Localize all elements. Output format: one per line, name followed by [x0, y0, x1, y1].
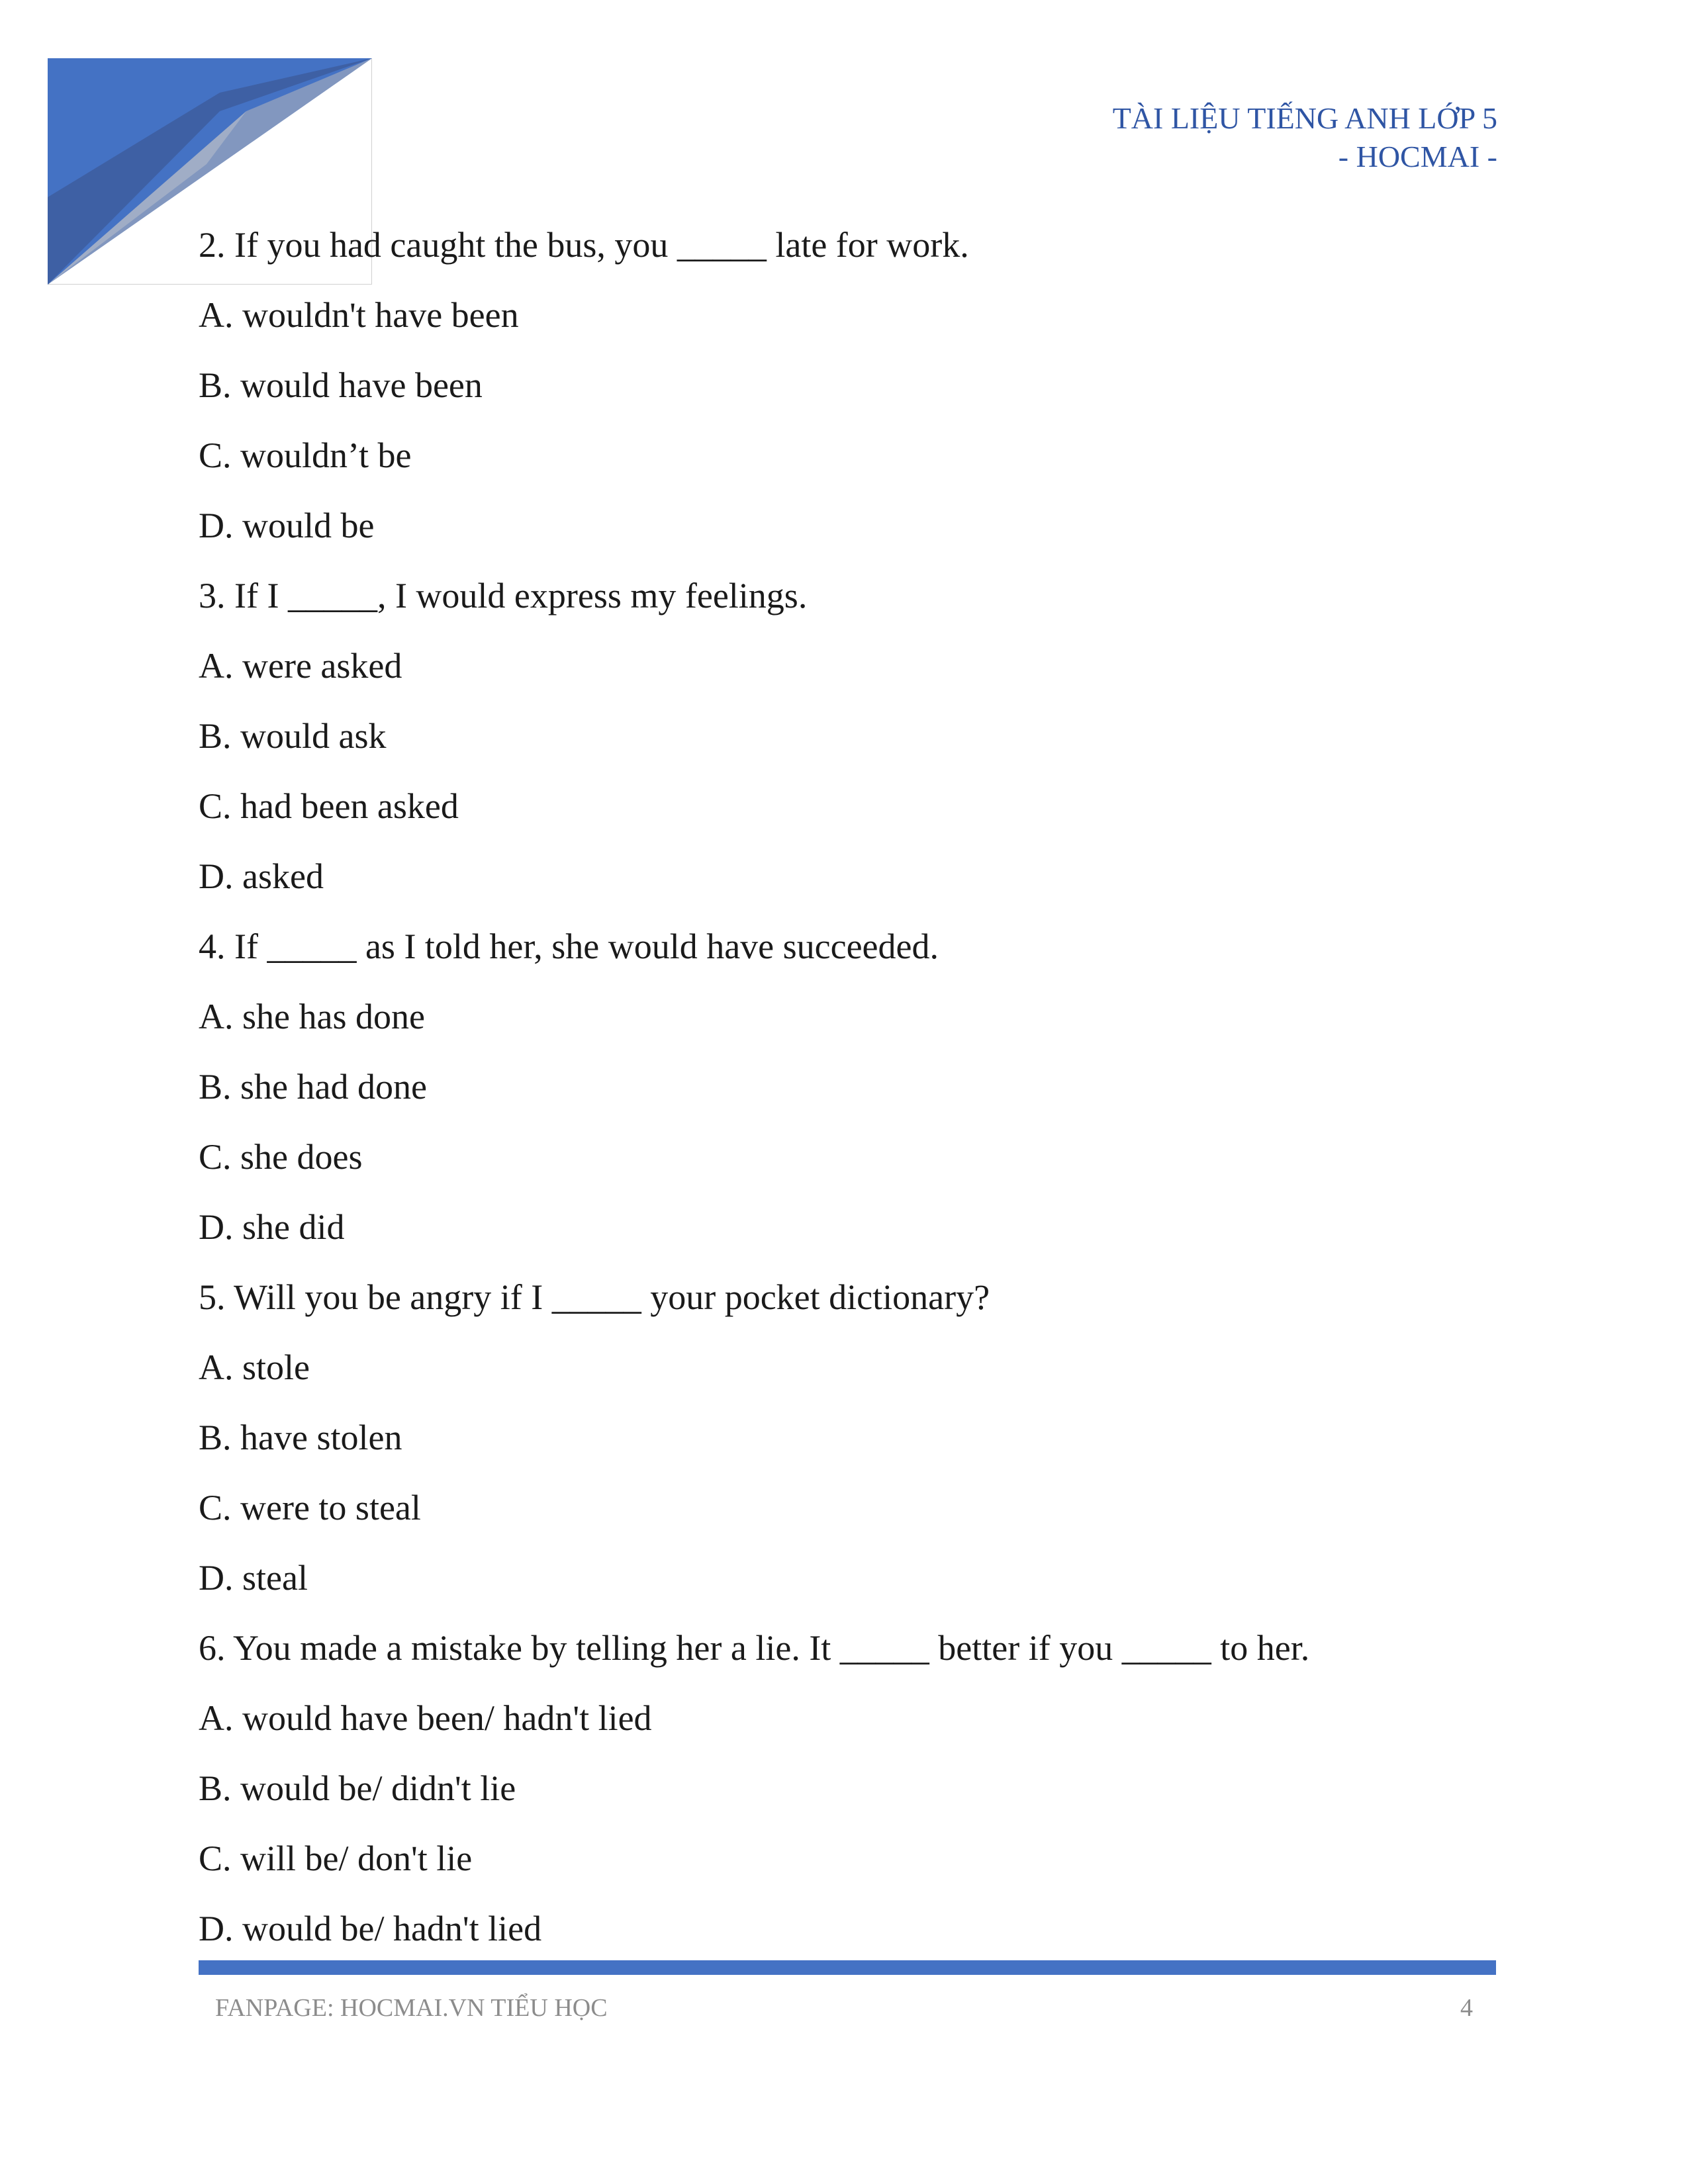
answer-option: A. were asked — [199, 646, 402, 686]
answer-option: C. will be/ don't lie — [199, 1839, 473, 1878]
answer-option: C. she does — [199, 1137, 363, 1177]
answer-option: A. would have been/ hadn't lied — [199, 1698, 652, 1738]
answer-option: C. had been asked — [199, 786, 459, 826]
question-list — [199, 218, 1496, 1972]
answer-option: C. wouldn’t be — [199, 435, 412, 475]
answer-option: D. would be/ hadn't lied — [199, 1909, 542, 1948]
document-header — [1113, 99, 1497, 176]
header-title: TÀI LIỆU TIẾNG ANH LỚP 5 — [1112, 101, 1497, 135]
answer-option: B. would have been — [199, 365, 483, 405]
answer-option: A. wouldn't have been — [199, 295, 519, 335]
question-text: 5. Will you be angry if I _____ your pocket dictionary? — [199, 1277, 990, 1317]
answer-option: D. asked — [199, 856, 324, 896]
answer-option: D. steal — [199, 1558, 308, 1598]
question-text: 3. If I _____, I would express my feelings. — [199, 576, 808, 615]
answer-option: B. would be/ didn't lie — [199, 1768, 516, 1808]
footer-divider — [199, 1960, 1496, 1975]
question-text: 2. If you had caught the bus, you _____ late for work. — [199, 225, 969, 265]
answer-option: D. she did — [199, 1207, 345, 1247]
answer-option: B. would ask — [199, 716, 387, 756]
answer-option: B. she had done — [199, 1067, 427, 1107]
answer-option: A. stole — [199, 1347, 310, 1387]
question-text: 4. If _____ as I told her, she would have succeeded. — [199, 927, 939, 966]
page-number: 4 — [1460, 1994, 1473, 2022]
answer-option: D. would be — [199, 506, 375, 545]
answer-option: B. have stolen — [199, 1418, 402, 1457]
header-subtitle: - HOCMAI - — [1338, 140, 1497, 173]
answer-option: A. she has done — [199, 997, 425, 1036]
question-text: 6. You made a mistake by telling her a lie. It _____ better if you _____ to her. — [199, 1628, 1310, 1668]
answer-option: C. were to steal — [199, 1488, 421, 1527]
footer-fanpage: FANPAGE: HOCMAI.VN TIỂU HỌC — [215, 1994, 608, 2022]
